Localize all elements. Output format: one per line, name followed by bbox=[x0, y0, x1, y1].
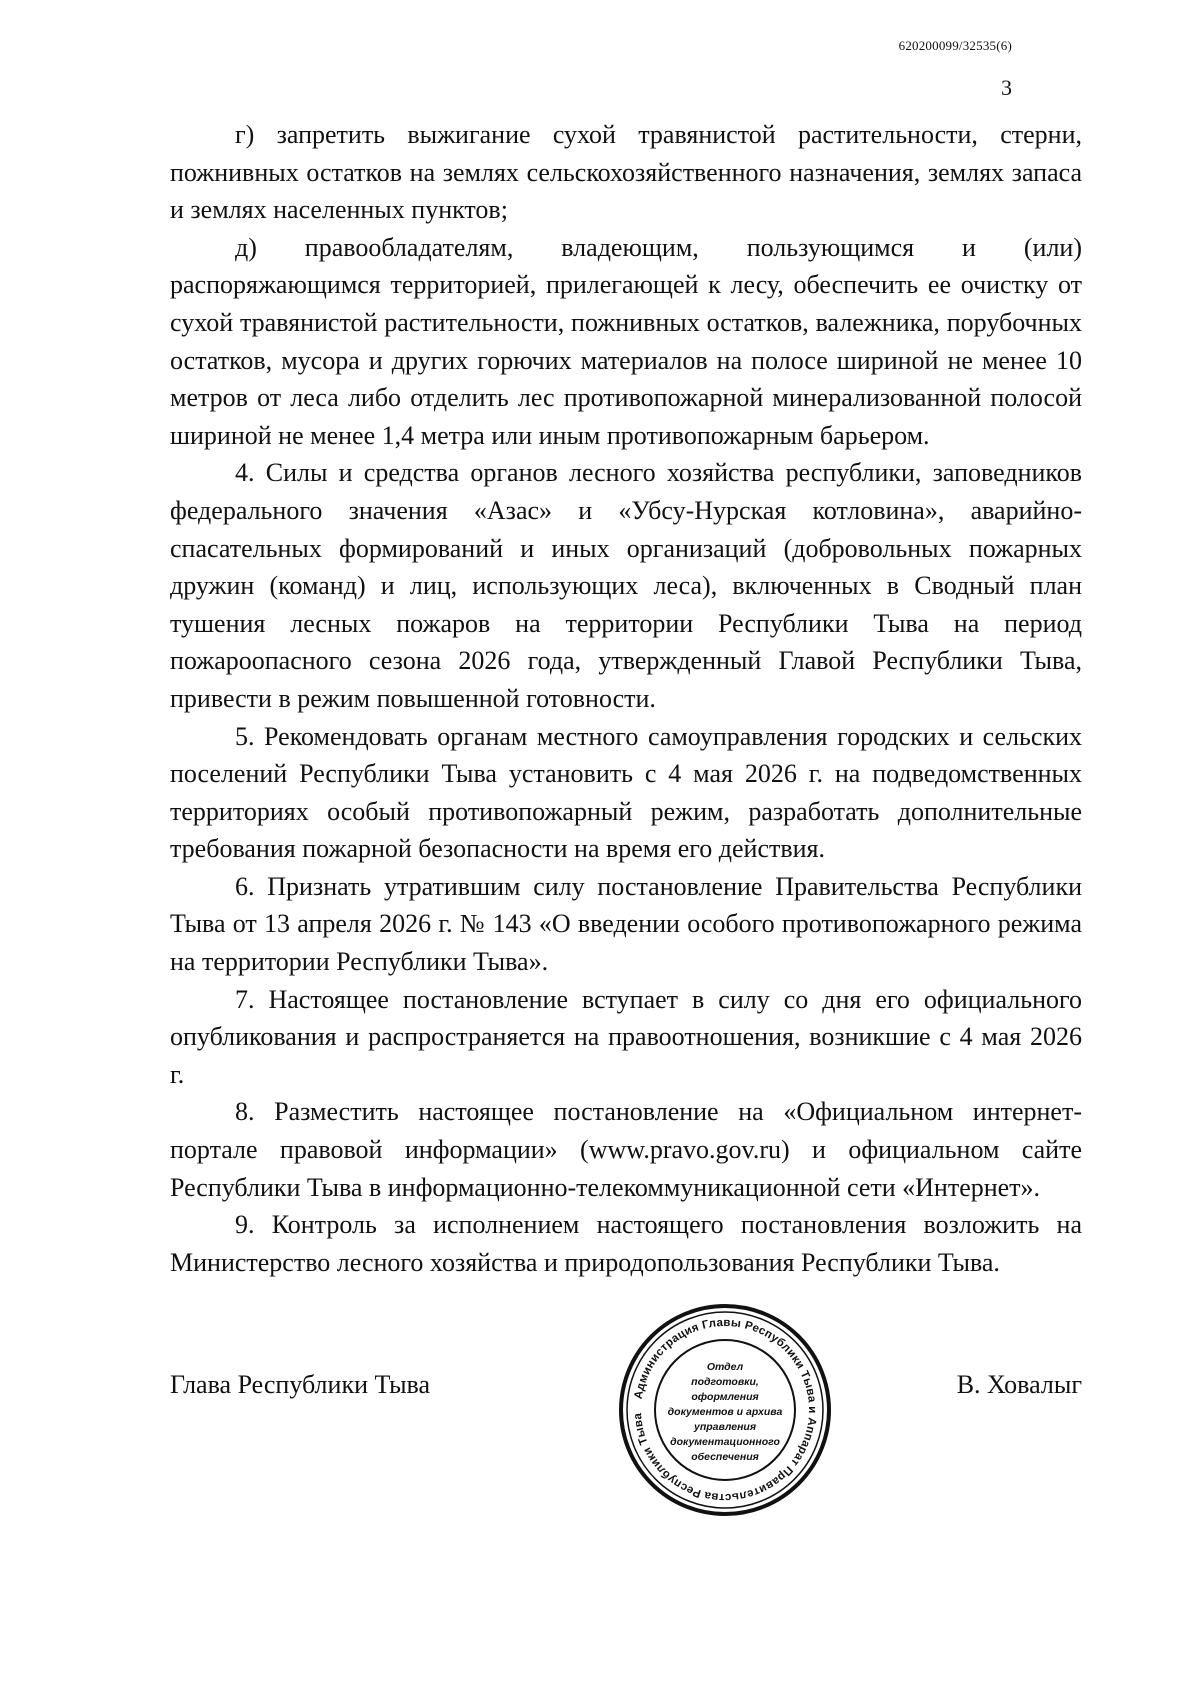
seal-inner-line: документационного bbox=[670, 1436, 780, 1448]
paragraph-7: 7. Настоящее постановление вступает в силу со дня его официального опубликования и распространяется на правоотношения, возникшие с 4 мая 2026 г. bbox=[170, 984, 1082, 1089]
paragraph-g: г) запретить выжигание сухой травянистой растительности, стерни, пожнивных остатков на землях сельскохозяйственного назначения, землях запаса и землях населенных пунктов; bbox=[170, 120, 1082, 225]
official-seal-stamp bbox=[615, 1300, 835, 1520]
paragraph-9: 9. Контроль за исполнением настоящего постановления возложить на Министерство лесного хозяйства и природопользования Республики Тыва. bbox=[170, 1210, 1082, 1277]
seal-inner-line: документов и архива bbox=[667, 1406, 783, 1418]
paragraph-4: 4. Силы и средства органов лесного хозяйства республики, заповедников федерального значения «Азас» и «Убсу-Нурская котловина», аварийно-спасательных формирований и иных организаций (добровольных пожарных дружин (команд) и лиц, использующих леса), включенных в Сводный план тушения лесных пожаров на территории Республики Тыва на период пожароопасного сезона 2026 года, утвержденный Главой Республики Тыва, привести в режим повышенной готовности. bbox=[170, 458, 1082, 713]
page-number: 3 bbox=[1001, 75, 1012, 100]
seal-inner-line: подготовки, bbox=[691, 1376, 759, 1388]
signatory-position: Глава Республики Тыва bbox=[170, 1370, 431, 1399]
paragraph-6: 6. Признать утратившим силу постановление Правительства Республики Тыва от 13 апреля 2026 г. № 143 «О введении особого противопожарного режима на территории Республики Тыва». bbox=[170, 871, 1082, 977]
seal-outer-text: Администрация Главы Республики Тыва и Аппарат Правительства Республики Тыва bbox=[632, 1316, 819, 1504]
seal-inner-line: обеспечения bbox=[691, 1451, 759, 1463]
signatory-name: В. Ховалыг bbox=[956, 1370, 1082, 1399]
paragraph-d: д) правообладателям, владеющим, пользующимся и (или) распоряжающимся территорией, прилегающей к лесу, обеспечить ее очистку от сухой травянистой растительности, пожнивных остатков, валежника, порубочных остатков, мусора и других горючих материалов на полосе шириной не менее 10 метров от леса либо отделить лес противопожарной минерализованной полосой шириной не менее 1,4 метра или иным противопожарным барьером. bbox=[170, 232, 1082, 450]
seal-inner-line: оформления bbox=[691, 1391, 759, 1403]
paragraph-8: 8. Разместить настоящее постановление на «Официальном интернет-портале правовой информации» (www.pravo.gov.ru) и официальном сайте Республики Тыва в информационно-телекоммуникационной сети «Интернет». bbox=[170, 1097, 1082, 1202]
document-body bbox=[170, 116, 1082, 1281]
paragraph-5: 5. Рекомендовать органам местного самоуправления городских и сельских поселений Республики Тыва установить с 4 мая 2026 г. на подведомственных территориях особый противопожарный режим, разработать дополнительные требования пожарной безопасности на время его действия. bbox=[170, 721, 1082, 864]
document-code: 620200099/32535(6) bbox=[898, 38, 1012, 53]
seal-inner-line: управления bbox=[693, 1421, 757, 1433]
seal-inner-line: Отдел bbox=[706, 1361, 744, 1373]
